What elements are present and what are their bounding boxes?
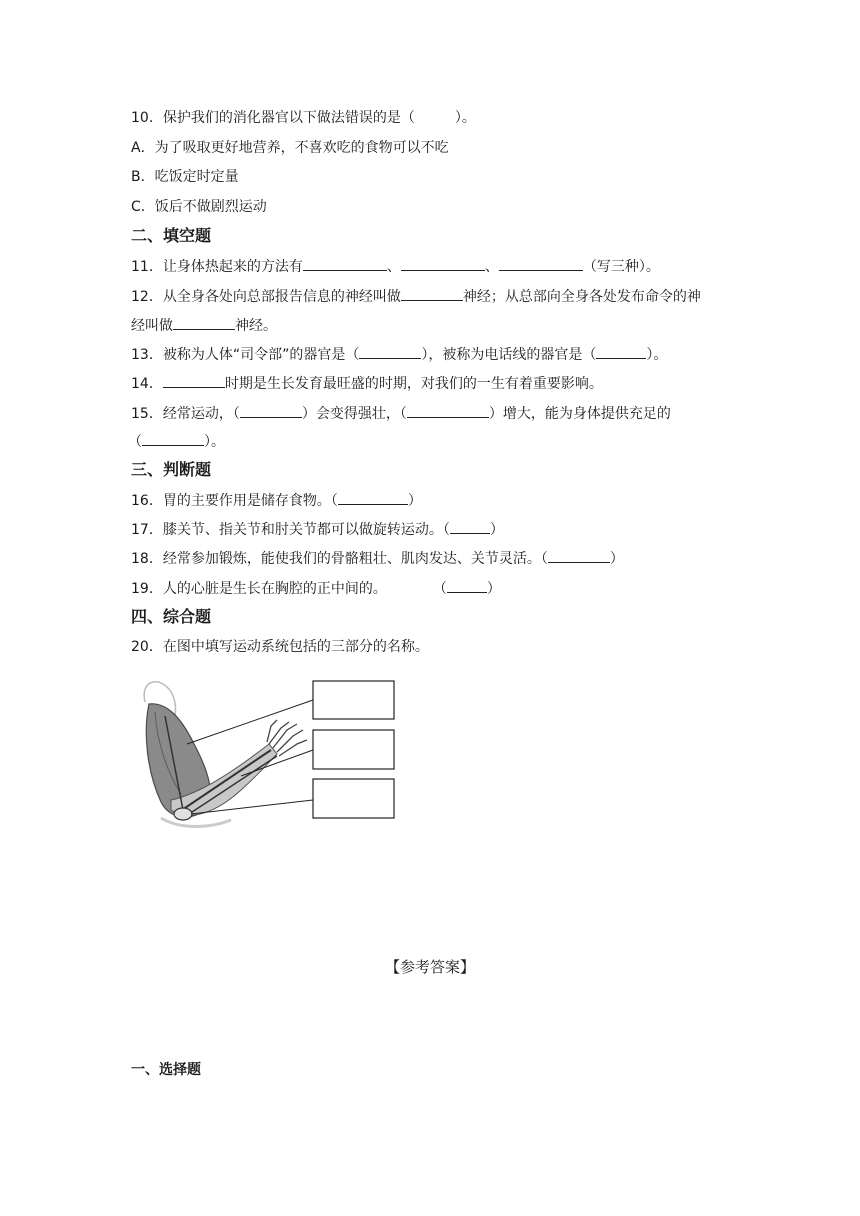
answer-blank[interactable]: [142, 431, 204, 446]
question-15-continued: （ ）。: [128, 431, 225, 452]
question-10-option-b: B．吃饭定时定量: [131, 169, 239, 185]
answer-blank[interactable]: [338, 490, 408, 505]
answer-blank[interactable]: [407, 403, 489, 418]
question-20: 20．在图中填写运动系统包括的三部分的名称。: [131, 639, 429, 655]
answer-blank[interactable]: [240, 403, 302, 418]
section-heading-fill-in: 二、填空题: [131, 226, 212, 245]
question-16: 16．胃的主要作用是储存食物。（ ）: [131, 490, 422, 511]
question-12-continued: 经叫做 神经。: [131, 315, 277, 336]
question-17: 17．膝关节、指关节和肘关节都可以做旋转运动。（ ）: [131, 519, 504, 540]
answer-section-multiple-choice: 一、选择题: [131, 1062, 201, 1078]
arm-motor-system-figure: [131, 672, 401, 832]
question-18: 18．经常参加锻炼，能使我们的骨骼粗壮、肌肉发达、关节灵活。（ ）: [131, 548, 624, 569]
joint-shape: [174, 808, 192, 820]
answer-blank[interactable]: [401, 286, 463, 301]
section-heading-comprehensive: 四、综合题: [131, 607, 212, 626]
answer-blank[interactable]: [548, 548, 610, 563]
answer-key-title: 【参考答案】: [384, 958, 475, 976]
answer-blank[interactable]: [447, 578, 487, 593]
section-heading-true-false: 三、判断题: [131, 460, 212, 479]
question-10: 10．保护我们的消化器官以下做法错误的是（ ）。: [131, 110, 476, 126]
label-box-joint[interactable]: [313, 779, 394, 818]
label-box-muscle[interactable]: [313, 681, 394, 719]
question-15: 15．经常运动，（ ）会变得强壮，（ ）增大，能为身体提供充足的: [131, 403, 671, 424]
question-19: 19．人的心脏是生长在胸腔的正中间的。 （ ）: [131, 578, 501, 599]
answer-blank[interactable]: [303, 256, 387, 271]
answer-blank[interactable]: [450, 519, 490, 534]
answer-blank[interactable]: [401, 256, 485, 271]
question-10-option-c: C．饭后不做剧烈运动: [131, 199, 267, 215]
question-10-option-a: A．为了吸取更好地营养，不喜欢吃的食物可以不吃: [131, 140, 449, 156]
question-14: 14． 时期是生长发育最旺盛的时期，对我们的一生有着重要影响。: [131, 373, 603, 394]
question-13: 13．被称为人体“司令部”的器官是（ ），被称为电话线的器官是（ ）。: [131, 344, 667, 365]
answer-blank[interactable]: [163, 373, 225, 388]
answer-blank[interactable]: [499, 256, 583, 271]
answer-blank[interactable]: [359, 344, 421, 359]
question-11: 11．让身体热起来的方法有 、 、 （写三种）。: [131, 256, 660, 277]
question-10-stem: 10．保护我们的消化器官以下做法错误的是（: [131, 110, 415, 126]
leader-line: [187, 700, 313, 744]
answer-blank[interactable]: [173, 315, 235, 330]
label-box-bone[interactable]: [313, 730, 394, 769]
answer-blank[interactable]: [596, 344, 646, 359]
question-12: 12．从全身各处向总部报告信息的神经叫做 神经；从总部向全身各处发布命令的神: [131, 286, 701, 307]
